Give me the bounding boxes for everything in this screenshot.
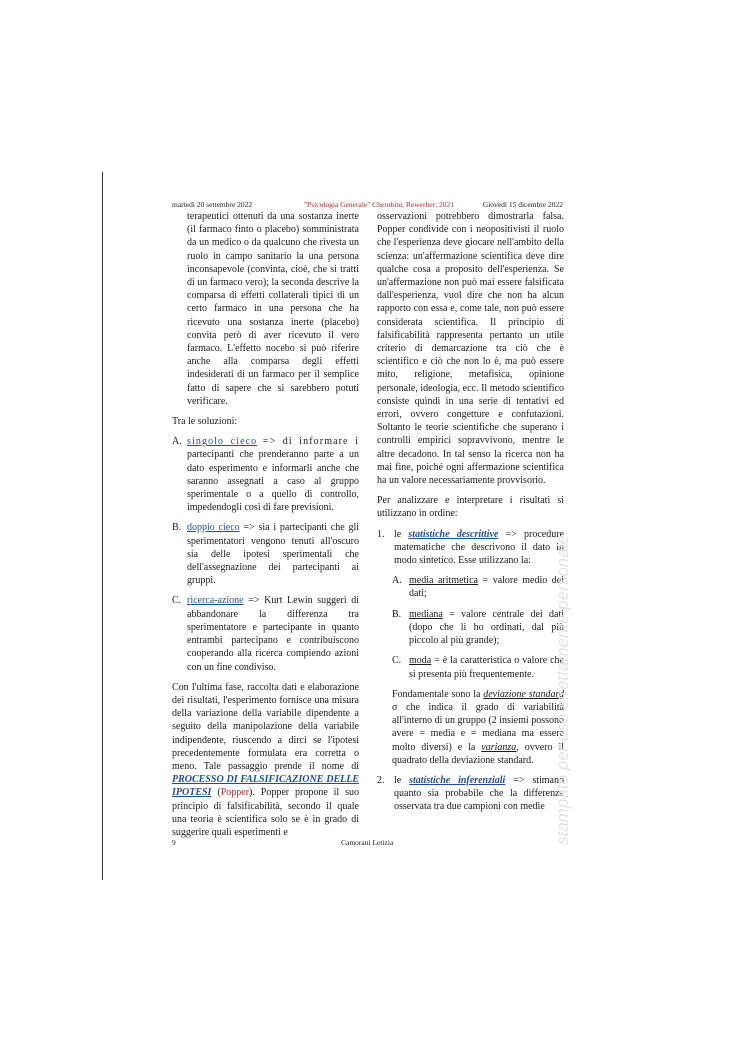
list-label: A.	[392, 575, 402, 587]
item-text-first: di informare i	[276, 436, 359, 448]
left-column	[172, 210, 359, 846]
term-mediana: mediana	[409, 608, 443, 620]
right-column	[377, 210, 564, 821]
term-media-aritmetica: media aritmetica	[409, 575, 478, 587]
item-text: = valore medio dei dati;	[409, 575, 564, 600]
paragraph-text: Fondamentale sono la	[392, 688, 484, 700]
arrow: =>	[243, 522, 255, 534]
item-text: => procedure matematiche che descrivono il dato in modo sintetico. Esse utilizzano la:	[394, 528, 564, 567]
popper-paragraph: osservazioni potrebbero dimostrarla falsa. Popper condivide con i neopositivisti il ruolo che l'esperienza deve giocare nell'ambito della scienza: un'affermazione scientifica deve dire qualche cosa a proposito dell'esperienza. Se un'affermazione non può mai essere falsificata dall'esperienza, vuol dire che non ha alcun rapporto con essa e, come tale, non può essere considerata scientifica. Il principio di falsificabilità rappresenta pertanto un utile criterio di demarcazione tra ciò che è scientifico e ciò che non lo è, ma può essere mito, religione, metafisica, opinione personale, ideologia, ecc. Il metodo scientifico consiste quindi in una serie di tentativi ed errori, ovvero congetture e confutazioni. Soltanto le teorie scientifiche che superano i controlli empirici sopravvivono, mentre le altre decadono. In tal senso la ricerca non ha mai fine, poiché ogni affermazione scientifica ha un valore necessariamente provvisorio.	[377, 211, 564, 487]
solutions-intro: Tra le soluzioni:	[172, 416, 238, 428]
header-date-left: martedì 20 settembre 2022	[172, 200, 253, 209]
placebo-nocebo-paragraph: terapeutici ottenuti da una sostanza inerte (il farmaco finto o placebo) somministrata da un medico o da qualcuno che rivesta un ruolo in campo sanitario la una persona inconsapevole (convinta, cioè, che si tratti di un farmaco vero); la seconda descrive la comparsa di effetti collaterali tipici di un certo farmaco in una persona che ha ricevuto una sostanza inerte (placebo) convita però di aver ricevuto il vero farmaco. L'effetto nocebo si può riferire anche alla comparsa degli effetti indesiderati di un farmaco per il semplice fatto di sapere che si sarebbero potuti verificare.	[187, 211, 359, 407]
vertical-watermark	[548, 535, 572, 850]
link-singolo-cieco[interactable]: singolo cieco	[187, 436, 258, 448]
popper-reference: Popper	[220, 787, 250, 799]
paragraph-text: Con l'ultima fase, raccolta dati e elaborazione dei risultati, l'esperimento fornisce una misura della variazione della variabile dipendente a seguito della manipolazione della variabile indipendente, riuscendo a dirci se l'ipotesi precedentemente formulata era corretta o meno. Tale passaggio prende il nome di	[172, 681, 359, 772]
item-text: => stimano quanto sia probabile che la differenza osservata tra due campioni con medie	[394, 774, 564, 813]
header-date-right: Giovedì 15 dicembre 2022	[482, 200, 563, 209]
term-varianza: varianza	[481, 741, 517, 753]
analysis-intro: Per analizzare e interpretare i risultati si utilizzano in ordine:	[377, 495, 564, 520]
arrow: =>	[248, 595, 260, 607]
link-statistiche-inferenziali[interactable]: statistiche inferenziali	[409, 774, 506, 786]
term-moda: moda	[409, 655, 432, 667]
item-text: partecipanti che prenderanno parte a un dato esperimento e informarli anche che saranno assegnati a caso al gruppo sperimentale o a quello di controllo, impedendogli così di fare previsioni.	[187, 449, 359, 514]
watermark-text: stampato per uso strettamente personale	[553, 535, 572, 845]
item-prefix: le	[394, 528, 409, 540]
list-number: 2.	[377, 774, 385, 786]
arrow: =>	[262, 436, 277, 448]
list-label: C.	[392, 655, 402, 667]
numbered-item-descriptive	[377, 528, 564, 568]
link-statistiche-descrittive[interactable]: statistiche descrittive	[408, 528, 499, 540]
link-ricerca-azione[interactable]: ricerca-azione	[187, 595, 244, 607]
item-text: = valore centrale dei dati (dopo che li ho ordinati, dal più piccolo al più grande);	[409, 608, 564, 647]
sub-item-mediana	[392, 608, 564, 648]
term-deviazione-standard: deviazione standard	[483, 688, 564, 700]
left-margin-rule	[102, 172, 103, 880]
sub-item-moda	[392, 654, 564, 680]
list-item-single-blind	[172, 435, 359, 514]
footer-author: Camorani Letizia	[341, 838, 394, 847]
sub-item-media	[392, 574, 564, 600]
page-number: 9	[172, 838, 176, 847]
item-text: Kurt Lewin suggerì di abbandonare la differenza tra sperimentatore e partecipante in quanto entrambi partecipano e contribuiscono cooperando alla ricerca compiendo azioni con un fine condiviso.	[187, 595, 360, 673]
list-label: B.	[172, 522, 182, 534]
item-text: sia i partecipanti che gli sperimentatori vengono tenuti all'oscuro sia delle ipotesi sperimentali che dell'assegnazione dei partecipanti ai gruppi.	[187, 522, 359, 587]
item-prefix: le	[394, 774, 410, 786]
list-number: 1.	[377, 528, 385, 540]
paragraph-text-after: Popper propone il suo principio di falsificabilità, secondo il quale una teoria è scientifica solo se è in grado di suggerire quali esperimenti e	[172, 787, 359, 838]
link-processo-falsificazione[interactable]: PROCESSO DI FALSIFICAZIONE DELLE IPOTESI	[172, 774, 359, 799]
list-item-action-research	[172, 594, 359, 673]
numbered-item-inferential	[377, 774, 564, 814]
link-doppio-cieco[interactable]: doppio cieco	[187, 522, 240, 534]
paragraph-text-mid: σ che indica il grado di variabilità all'interno di un gruppo (2 insiemi possono avere = media e = mediana ma essere molto diversi) e la	[392, 701, 564, 753]
falsification-paragraph: Con l'ultima fase, raccolta dati e elaborazione dei risultati, l'esperimento fornisce una misura della variazione della variabile dipendente a seguito della manipolazione della variabile indipendente, riuscendo a dirci se l'ipotesi precedentemente formulata era corretta o meno. Tale passaggio prende il nome di PROCESSO DI FALSIFICAZIONE DELLE IPOTESI (Popper). Popper propone il suo principio di falsificabilità, secondo il quale una teoria è scientifica solo se è in grado di suggerire quali esperimenti e	[172, 681, 359, 838]
list-label: B.	[392, 608, 402, 620]
list-item-double-blind	[172, 521, 359, 587]
list-label: A.	[172, 436, 182, 448]
header-book-reference: "Psicologia Generale" Cherubini, Rewerber; 2021	[304, 200, 455, 209]
item-text: = è la caratteristica o valore che si presenta più frequentemente.	[409, 655, 564, 680]
standard-deviation-paragraph	[392, 688, 564, 767]
paragraph-text-end: , ovvero il quadrato della deviazione standard.	[392, 741, 564, 766]
list-label: C.	[172, 595, 182, 607]
